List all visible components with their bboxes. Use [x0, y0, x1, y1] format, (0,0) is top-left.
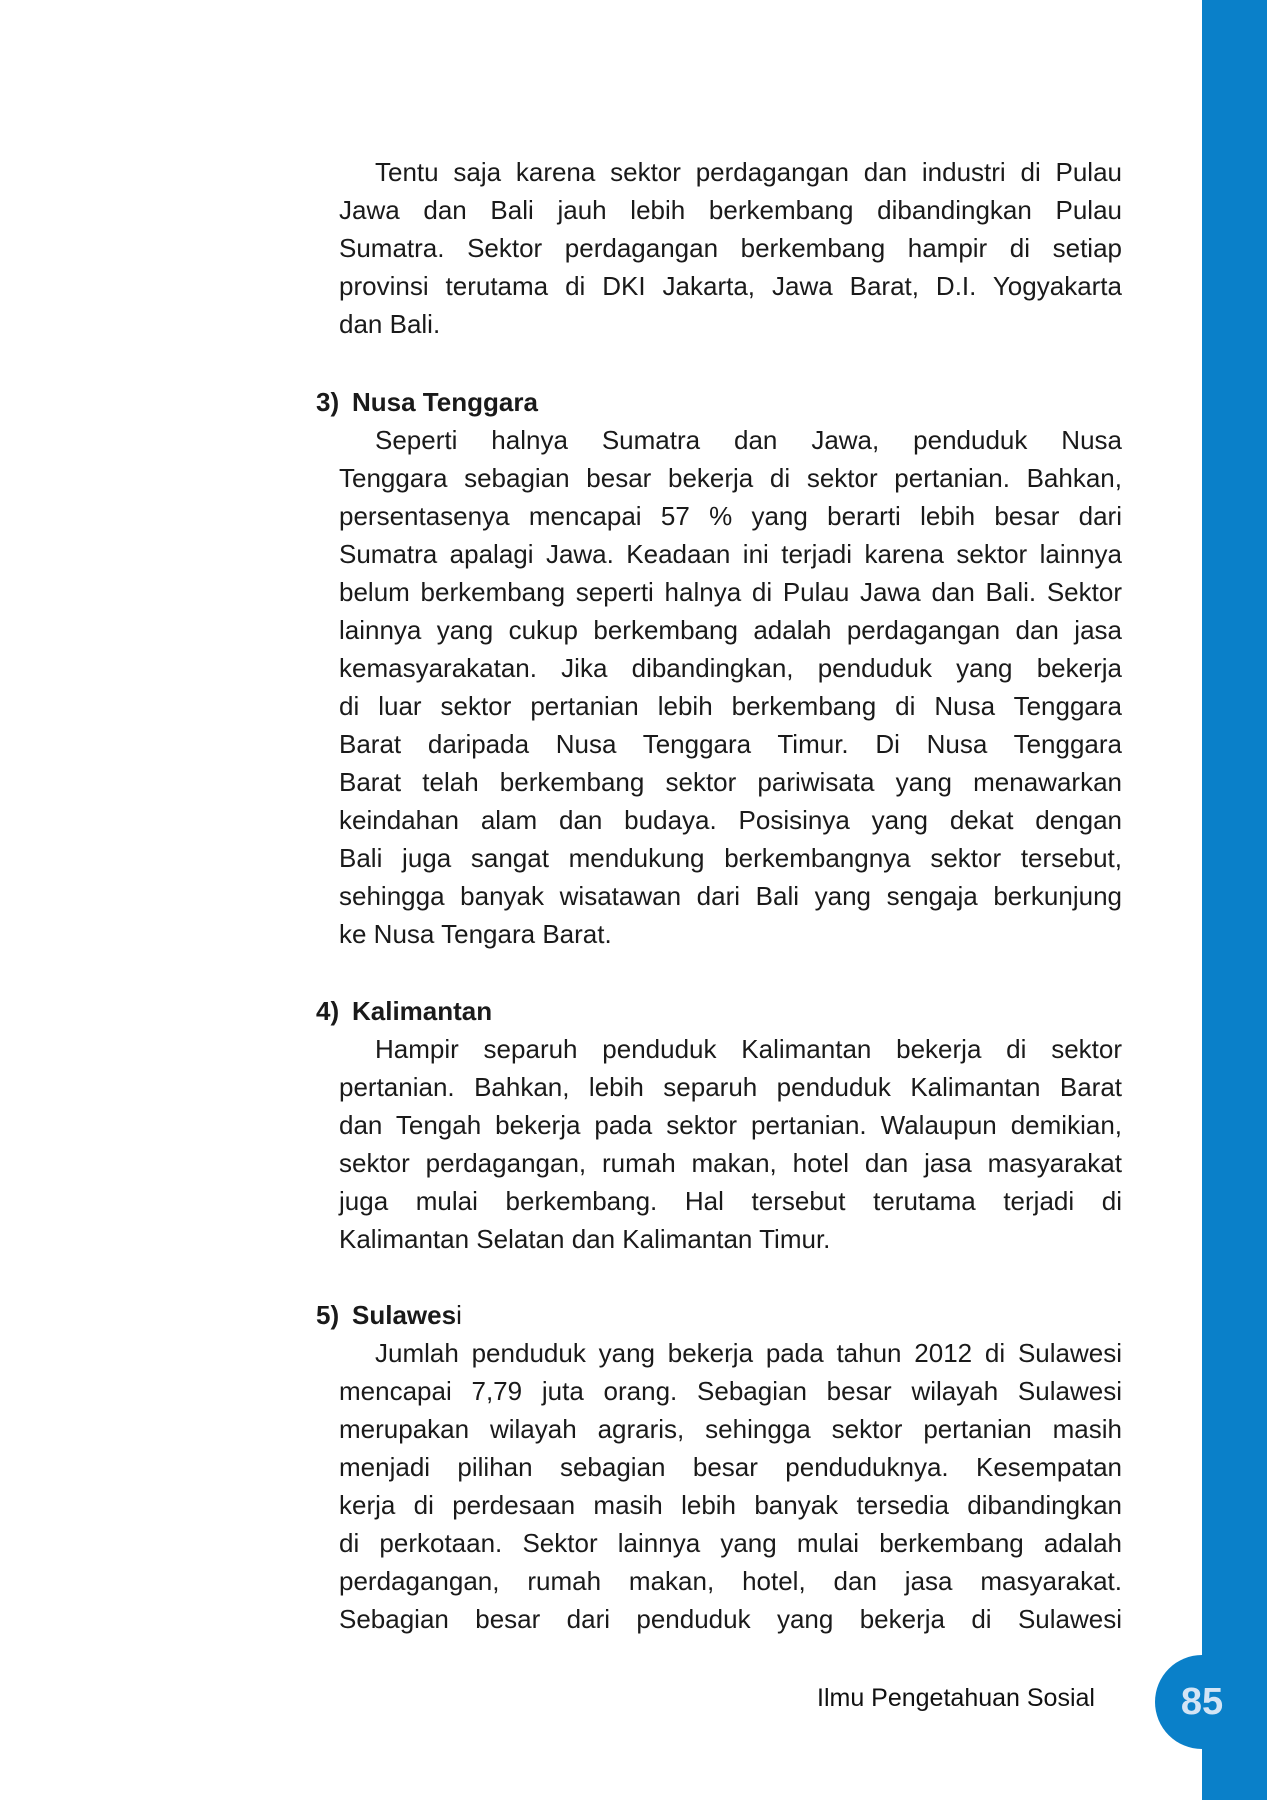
- text-line: Sumatra apalagi Jawa. Keadaan ini terjadi karena sektor lainnya: [339, 539, 1122, 569]
- text-line: dan Bali.: [339, 309, 441, 339]
- text-line: keindahan alam dan budaya. Posisinya yang dekat dengan: [339, 805, 1122, 835]
- text-line: merupakan wilayah agraris, sehingga sektor pertanian masih: [339, 1414, 1122, 1444]
- heading-title: Kalimantan: [352, 996, 493, 1026]
- text-line: Kalimantan Selatan dan Kalimantan Timur.: [339, 1224, 831, 1254]
- heading-number: 4): [316, 996, 340, 1026]
- text-line: Jumlah penduduk yang bekerja pada tahun 2012 di Sulawesi: [375, 1338, 1122, 1368]
- text-line: kerja di perdesaan masih lebih banyak tersedia dibandingkan: [339, 1490, 1122, 1520]
- text-line: Seperti halnya Sumatra dan Jawa, penduduk Nusa: [375, 425, 1122, 455]
- text-line: sehingga banyak wisatawan dari Bali yang sengaja berkunjung: [339, 881, 1122, 911]
- heading-number: 3): [316, 387, 340, 417]
- text-line: provinsi terutama di DKI Jakarta, Jawa Barat, D.I. Yogyakarta: [339, 271, 1122, 301]
- heading-number: 5): [316, 1300, 340, 1330]
- text-line: Sumatra. Sektor perdagangan berkembang hampir di setiap: [339, 233, 1122, 263]
- text-line: lainnya yang cukup berkembang adalah perdagangan dan jasa: [339, 615, 1122, 645]
- text-line: Barat telah berkembang sektor pariwisata yang menawarkan: [339, 767, 1122, 797]
- heading-title: Nusa Tenggara: [352, 387, 538, 417]
- text-line: menjadi pilihan sebagian besar penduduknya. Kesempatan: [339, 1452, 1122, 1482]
- text-line: pertanian. Bahkan, lebih separuh penduduk Kalimantan Barat: [339, 1072, 1122, 1102]
- text-line: perdagangan, rumah makan, hotel, dan jasa masyarakat.: [339, 1566, 1122, 1596]
- text-line: sektor perdagangan, rumah makan, hotel dan jasa masyarakat: [339, 1148, 1122, 1178]
- text-line: Jawa dan Bali jauh lebih berkembang dibandingkan Pulau: [339, 195, 1122, 225]
- page-number: 85: [1155, 1655, 1249, 1749]
- heading-nusa-tenggara: [316, 383, 538, 421]
- paragraph-kalimantan: [339, 1030, 1122, 1258]
- heading-sulawesi: [316, 1296, 462, 1334]
- text-line: di luar sektor pertanian lebih berkembang di Nusa Tenggara: [339, 691, 1122, 721]
- paragraph-nusa-tenggara: [339, 421, 1122, 953]
- footer-book-title: Ilmu Pengetahuan Sosial: [817, 1684, 1095, 1712]
- heading-kalimantan: [316, 992, 492, 1030]
- text-line: ke Nusa Tengara Barat.: [339, 919, 612, 949]
- text-line: persentasenya mencapai 57 % yang berarti lebih besar dari: [339, 501, 1122, 531]
- text-line: mencapai 7,79 juta orang. Sebagian besar wilayah Sulawesi: [339, 1376, 1122, 1406]
- text-line: Bali juga sangat mendukung berkembangnya sektor tersebut,: [339, 843, 1122, 873]
- text-line: Tenggara sebagian besar bekerja di sektor pertanian. Bahkan,: [339, 463, 1122, 493]
- heading-title-rest: i: [456, 1300, 462, 1330]
- text-line: di perkotaan. Sektor lainnya yang mulai berkembang adalah: [339, 1528, 1122, 1558]
- text-line: Sebagian besar dari penduduk yang bekerja di Sulawesi: [339, 1604, 1122, 1634]
- text-line: dan Tengah bekerja pada sektor pertanian. Walaupun demikian,: [339, 1110, 1122, 1140]
- text-line: Barat daripada Nusa Tenggara Timur. Di Nusa Tenggara: [339, 729, 1122, 759]
- text-line: juga mulai berkembang. Hal tersebut terutama terjadi di: [339, 1186, 1122, 1216]
- paragraph-intro: [339, 153, 1122, 343]
- paragraph-sulawesi: [339, 1334, 1122, 1638]
- text-line: Tentu saja karena sektor perdagangan dan industri di Pulau: [375, 157, 1122, 187]
- blue-side-band: [1202, 0, 1267, 1800]
- text-line: kemasyarakatan. Jika dibandingkan, penduduk yang bekerja: [339, 653, 1122, 683]
- text-line: Hampir separuh penduduk Kalimantan bekerja di sektor: [375, 1034, 1122, 1064]
- text-line: belum berkembang seperti halnya di Pulau Jawa dan Bali. Sektor: [339, 577, 1122, 607]
- heading-title: Sulawes: [352, 1300, 457, 1330]
